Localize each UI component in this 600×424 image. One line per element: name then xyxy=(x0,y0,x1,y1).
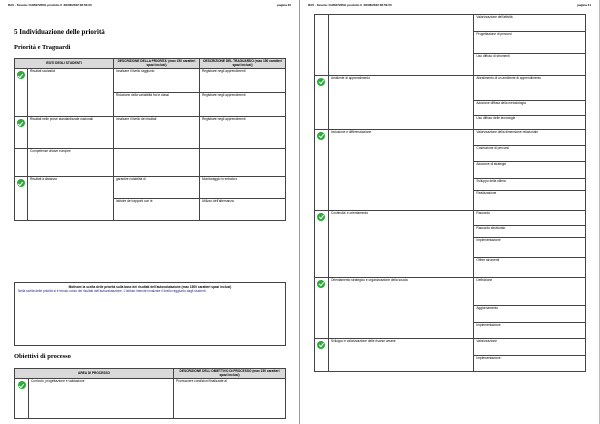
check-icon xyxy=(317,213,325,221)
status-icon-cell xyxy=(15,149,28,177)
obiettivo-cell: Valorizzazione della dimensione relazionale xyxy=(474,130,586,146)
check-icon xyxy=(317,280,325,288)
obiettivo-cell: Implementazione xyxy=(474,356,586,372)
obiettivo-cell: Allestimento di un ambiente di apprendimento xyxy=(474,76,586,101)
obiettivo-cell: Promuovere condizioni finalizzate al xyxy=(174,379,286,419)
header-left: RAV - Scuola: CHIS07200G prodotto il :30/06/2022 08:53:00 xyxy=(8,3,92,7)
obiettivo-cell: Realizzazione xyxy=(474,191,586,211)
check-icon xyxy=(17,179,25,187)
esito-cell: Risultati a distanza xyxy=(28,177,114,221)
col-area: AREA DI PROCESSO xyxy=(15,369,174,379)
trag-cell: Monitoraggio in entrata e xyxy=(200,177,286,199)
trag-cell: Registrare negli apprendimenti xyxy=(200,117,286,149)
obiettivo-cell: Sviluppo della ultima xyxy=(474,179,586,191)
page-divider xyxy=(299,0,300,424)
obiettivo-cell: Costruzione di percorsi xyxy=(474,146,586,162)
area-cell: Continuita' e orientamento xyxy=(328,211,473,278)
obiettivo-cell: Progettazione di percorsi xyxy=(474,32,586,54)
col-trag: DESCRIZIONE DEL TRAGUARDO (max 150 caratteri spazi inclusi) xyxy=(200,59,286,69)
status-icon-cell xyxy=(15,69,28,117)
status-icon-cell xyxy=(315,211,329,278)
desc-cell: Innalzare il livello dei risultati xyxy=(114,117,200,149)
obiettivo-cell: Implementazione xyxy=(474,238,586,258)
status-icon-cell xyxy=(315,339,329,372)
area-cell: Curricolo, progettazione e valutazione xyxy=(29,379,174,419)
obiettivo-cell: Adozione diffusa della metodologia xyxy=(474,101,586,116)
check-icon xyxy=(18,381,26,389)
status-icon-cell xyxy=(315,278,329,339)
obiettivo-cell: Aggiornamento xyxy=(474,306,586,323)
trag-cell xyxy=(200,149,286,177)
header-left: RAV - Scuola: CHIS07200G prodotto il :30/06/2022 08:53:00 xyxy=(308,3,392,7)
page-right xyxy=(300,0,600,424)
check-icon xyxy=(317,132,325,140)
area-cell xyxy=(328,15,473,76)
desc-cell xyxy=(114,149,200,177)
area-cell: Orientamento strategico e organizzazione della scuola xyxy=(328,278,473,339)
area-cell: Inclusione e differenziazione xyxy=(328,130,473,211)
trag-cell: Registrare negli apprendimenti xyxy=(200,93,286,117)
check-icon xyxy=(17,119,25,127)
obiettivo-cell: Valorizzazione xyxy=(474,339,586,356)
area-cell: Sviluppo e valorizzazione delle risorse umane xyxy=(328,339,473,372)
priorita-table xyxy=(14,58,286,221)
obiettivo-cell: Implementazione xyxy=(474,323,586,339)
section-title: 5 Individuazione delle priorità xyxy=(14,28,105,36)
motivazione-title: Motivare la scelta delle priorità sulla base dei risultati dell'autovalutazione (max 1500 caratteri spazi inclusi) xyxy=(68,285,232,289)
trag-cell: Utilizzo dell'alternanza xyxy=(200,199,286,221)
obiettivo-cell: Uso diffuso di strumenti xyxy=(474,54,586,76)
page-header xyxy=(8,3,291,7)
desc-cell: Istituire dei rapporti con le xyxy=(114,199,200,221)
check-icon xyxy=(317,78,325,86)
area-cell: Ambiente di apprendimento xyxy=(328,76,473,130)
trag-cell: Registrare negli apprendimenti xyxy=(200,69,286,93)
obiettivo-cell: Raccordo strutturato xyxy=(474,226,586,238)
col-obiettivo: DESCRIZIONE DELL'OBIETTIVO DI PROCESSO (max 150 caratteri spazi inclusi) xyxy=(174,369,286,379)
desc-cell: Riduzione della variabilità fra le classi xyxy=(114,93,200,117)
esito-cell: Risultati scolastici xyxy=(28,69,114,117)
col-esiti: ESITI DEGLI STUDENTI xyxy=(15,59,114,69)
header-right: pagina 40 xyxy=(277,3,291,7)
status-icon-cell xyxy=(15,379,29,419)
obiettivo-cell: Raccordo xyxy=(474,211,586,226)
status-icon-cell xyxy=(315,130,329,211)
obiettivo-cell: Valorizzazione dell'attività xyxy=(474,15,586,32)
check-icon xyxy=(317,341,325,349)
desc-cell: garantire notabilità di xyxy=(114,177,200,199)
esito-cell: Competenze chiave europee xyxy=(28,149,114,177)
check-icon xyxy=(17,71,25,79)
col-desc: DESCRIZIONE DELLA PRIORITA' (max 150 caratteri spazi inclusi) xyxy=(114,59,200,69)
status-icon-cell xyxy=(315,76,329,130)
obiettivo-cell: Uso diffuso delle tecnologie xyxy=(474,116,586,130)
obiettivo-cell: Definizione xyxy=(474,278,586,306)
motivazione-box xyxy=(14,282,286,346)
status-icon-cell xyxy=(315,15,329,76)
page-header xyxy=(308,3,591,7)
obiettivo-cell: Offrire strumenti xyxy=(474,258,586,278)
priorita-title: Priorità e Traguardi xyxy=(14,44,71,51)
obiettivo-cell: Adozione di strategie xyxy=(474,162,586,179)
desc-cell: Innalzare il livello raggiunto xyxy=(114,69,200,93)
status-icon-cell xyxy=(15,177,28,221)
obiettivi-table xyxy=(14,368,286,419)
header-right: pagina 41 xyxy=(577,3,591,7)
status-icon-cell xyxy=(15,117,28,149)
obiettivi-continued-table xyxy=(314,14,586,372)
esito-cell: Risultati nelle prove standardizzate nazionali xyxy=(28,117,114,149)
obiettivi-title: Obiettivi di processo xyxy=(14,353,71,360)
motivazione-text: Nella scelta delle priorità si è tenuto conto dei risultati dell'autovalutazione. L'istituto intende innalzare il livello raggiunto dagli studenti. xyxy=(18,289,207,293)
